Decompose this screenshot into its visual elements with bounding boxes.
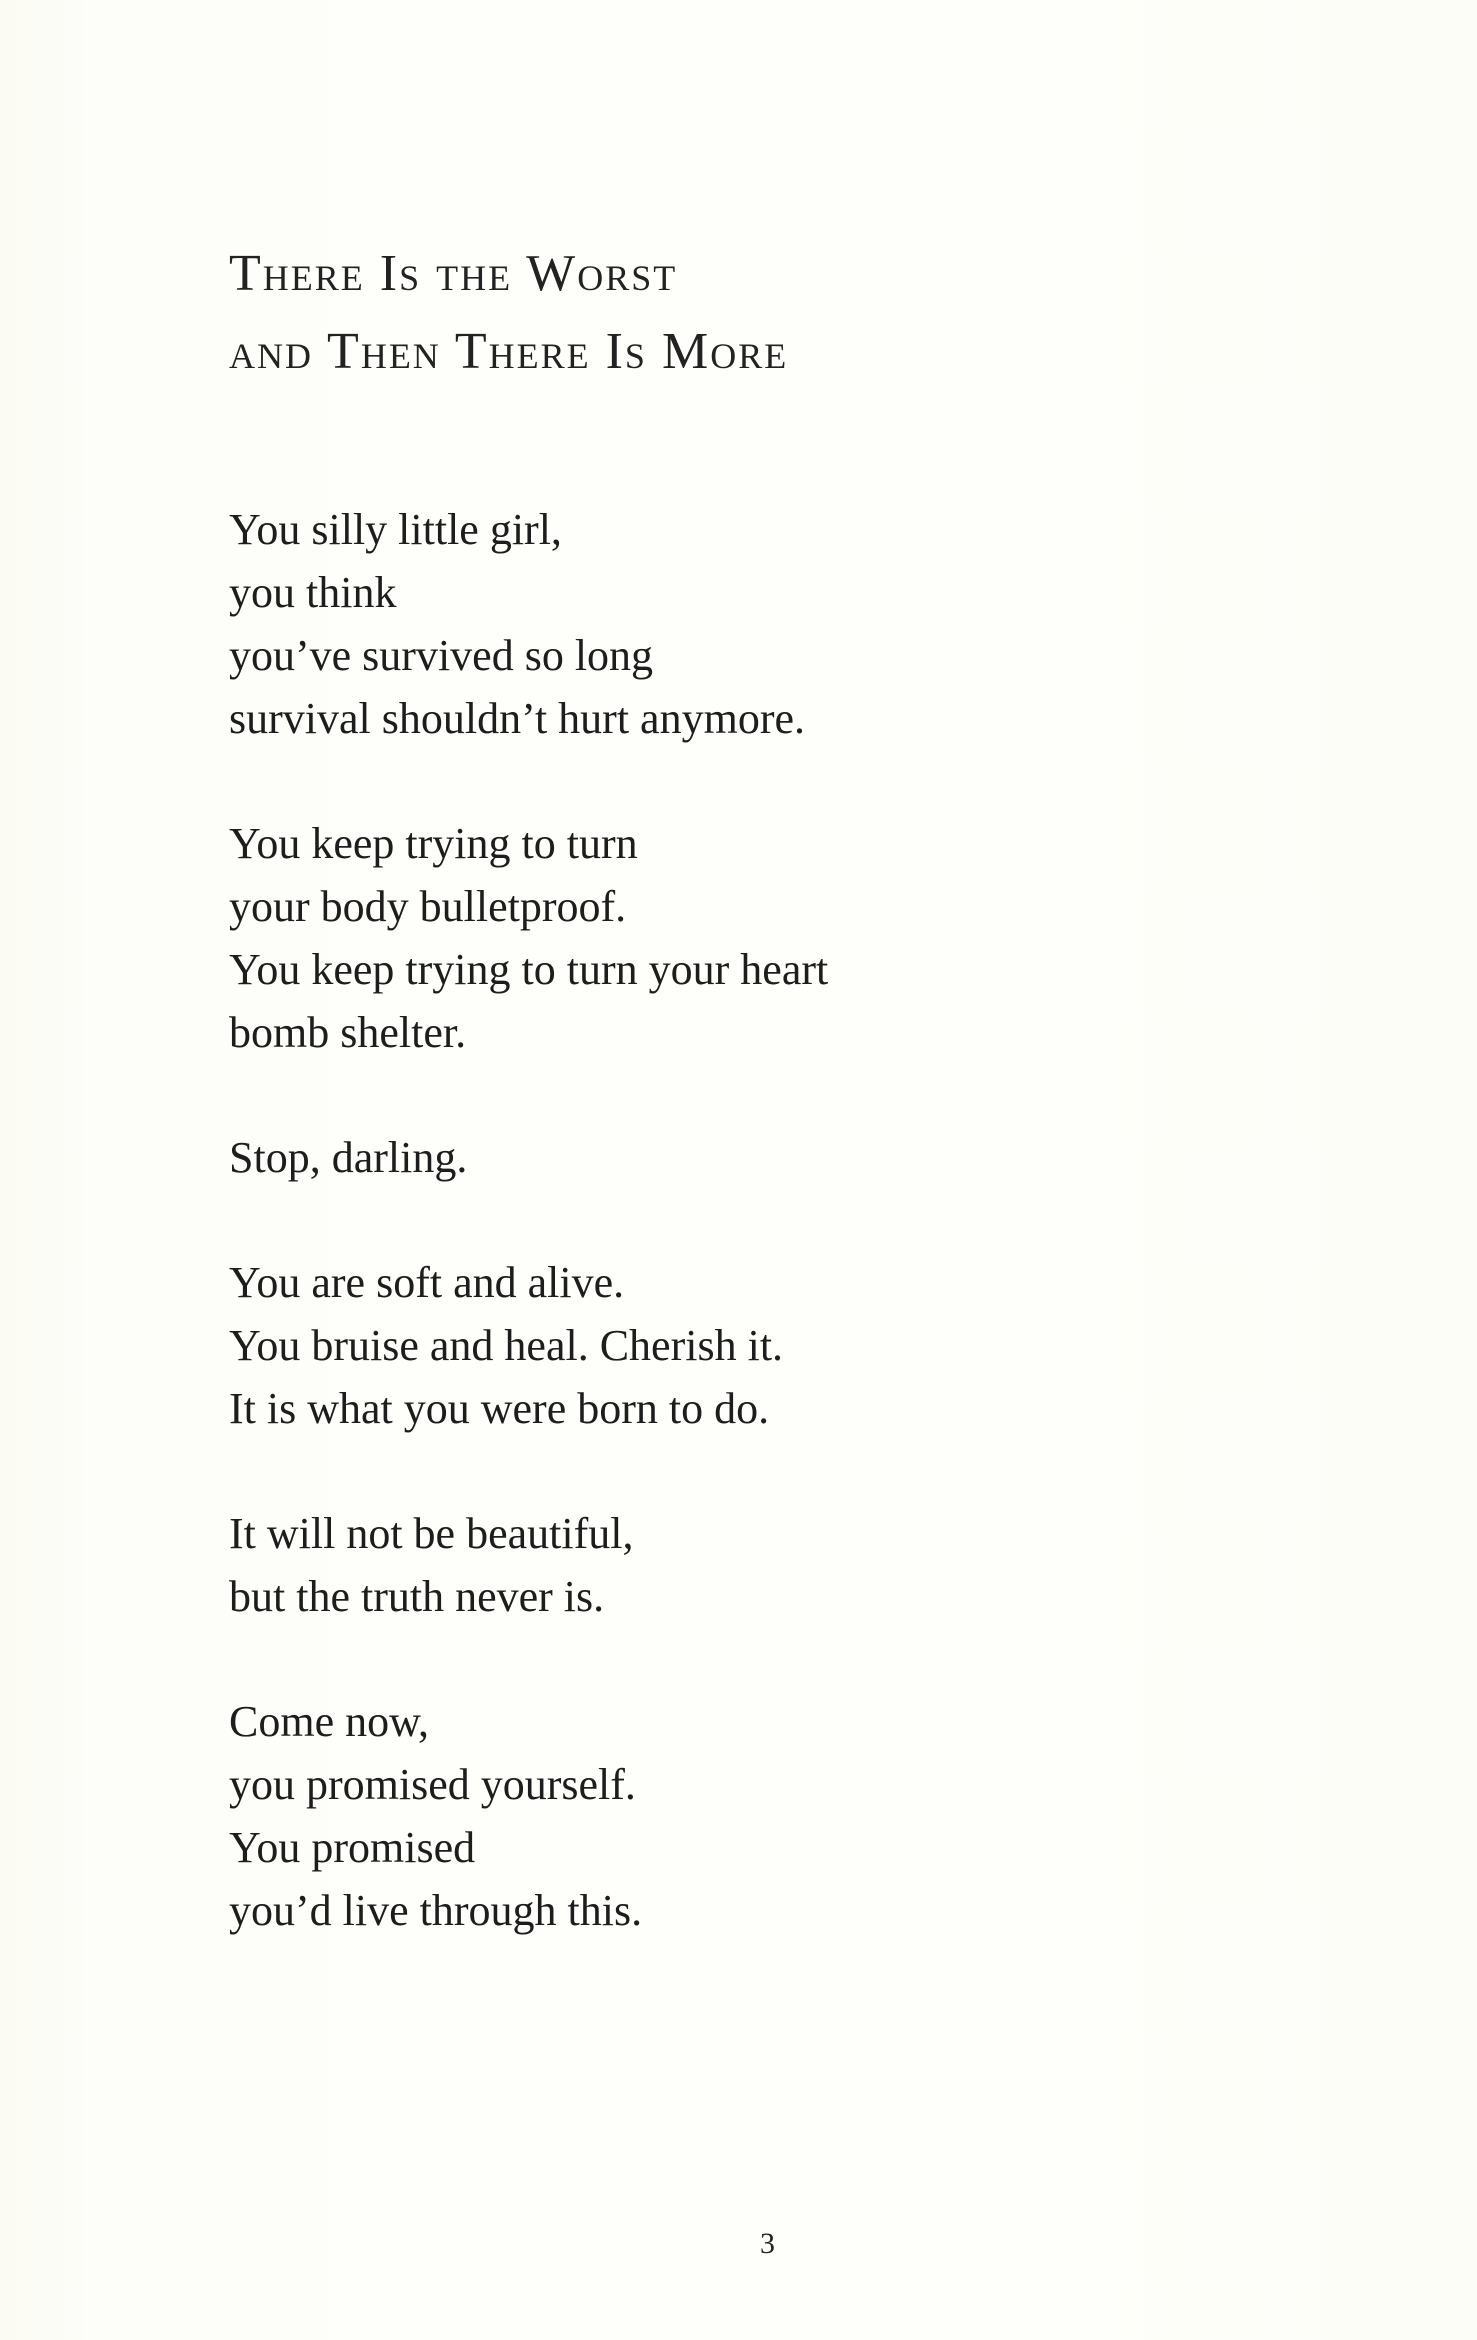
poem-line: your body bulletproof. (229, 882, 627, 931)
poem-line: survival shouldn’t hurt anymore. (229, 694, 805, 743)
poem-line: but the truth never is. (229, 1572, 605, 1621)
poem-line: It will not be beautiful, (229, 1509, 634, 1558)
poem-line: you promised yourself. (229, 1760, 636, 1809)
poem-line: You are soft and alive. (229, 1258, 625, 1307)
poem-line: You promised (229, 1823, 476, 1872)
poem-line: bomb shelter. (229, 1008, 467, 1057)
poem-line: Stop, darling. (229, 1133, 468, 1182)
page-number: 3 (760, 2227, 775, 2260)
stanza-5 (229, 1502, 1229, 1628)
poem-body (229, 498, 1229, 2004)
poem-line: Come now, (229, 1697, 430, 1746)
poem-line: You keep trying to turn your heart (229, 945, 829, 994)
stanza-4 (229, 1251, 1229, 1440)
poem-line: You silly little girl, (229, 505, 562, 554)
poem-line: You keep trying to turn (229, 819, 638, 868)
poem-title-line-1: There Is the Worst (229, 245, 678, 302)
poem-line: It is what you were born to do. (229, 1384, 770, 1433)
stanza-3 (229, 1126, 1229, 1189)
poem-title (229, 235, 788, 391)
poem-line: you’ve survived so long (229, 631, 654, 680)
poem-line: you think (229, 568, 397, 617)
stanza-6 (229, 1690, 1229, 1942)
stanza-2 (229, 812, 1229, 1064)
stanza-1 (229, 498, 1229, 750)
poem-title-line-2: and Then There Is More (229, 323, 789, 380)
poem-line: You bruise and heal. Cherish it. (229, 1321, 784, 1370)
poem-line: you’d live through this. (229, 1886, 643, 1935)
